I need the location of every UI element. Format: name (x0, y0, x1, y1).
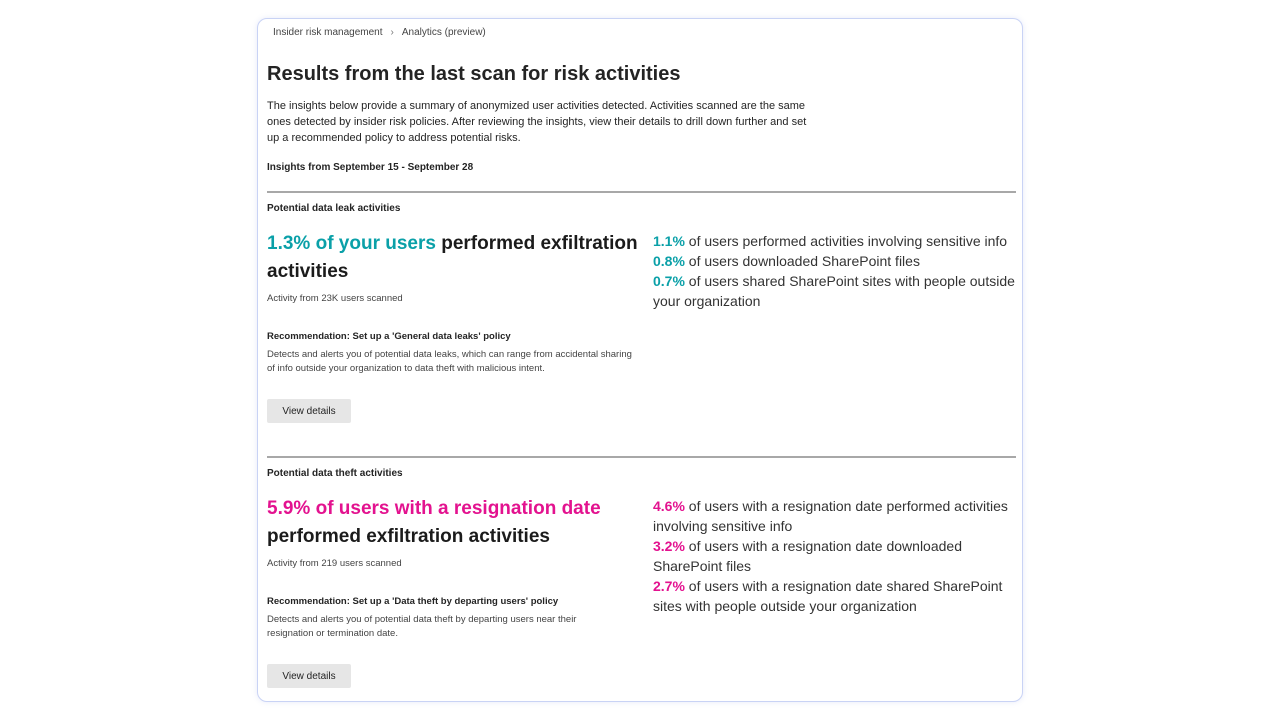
data-leak-view-details-button[interactable]: View details (267, 399, 351, 423)
data-theft-headline (267, 495, 652, 551)
section-divider (267, 456, 1016, 458)
stat-item (653, 496, 1018, 536)
stat-percent: 3.2% (653, 538, 685, 554)
section-divider (267, 191, 1016, 193)
stat-percent: 2.7% (653, 578, 685, 594)
stat-text: of users with a resignation date performed activities involving sensitive info (653, 498, 1008, 534)
data-leak-headline (267, 230, 647, 286)
section-label-data-theft: Potential data theft activities (267, 468, 403, 479)
stat-item (653, 576, 1018, 616)
stat-text: of users with a resignation date downloaded SharePoint files (653, 538, 962, 574)
data-leak-scanned: Activity from 23K users scanned (267, 293, 403, 304)
page-title: Results from the last scan for risk activities (267, 63, 681, 85)
stat-item (653, 271, 1018, 311)
stat-percent: 0.8% (653, 253, 685, 269)
data-theft-stats (653, 496, 1018, 616)
intro-text: The insights below provide a summary of anonymized user activities detected. Activities scanned are the same ones detected by insider risk policies. After reviewing the insights, view their details to drill down further and set up a recommended policy to address potential risks. (267, 100, 807, 144)
stat-text: of users performed activities involving sensitive info (684, 233, 1008, 249)
stat-percent: 0.7% (653, 273, 685, 289)
data-theft-scanned: Activity from 219 users scanned (267, 558, 402, 569)
data-leak-recommendation-title: Recommendation: Set up a 'General data leaks' policy (267, 331, 511, 342)
stat-percent: 1.1% (653, 233, 685, 249)
breadcrumb-analytics: Analytics (preview) (401, 26, 486, 38)
chevron-right-icon: › (390, 26, 394, 38)
data-leak-recommendation-desc: Detects and alerts you of potential data leaks, which can range from accidental sharing of info outside your organization to data theft with malicious intent. (267, 349, 632, 374)
breadcrumb (273, 25, 486, 39)
section-label-data-leak: Potential data leak activities (267, 203, 401, 214)
stat-percent: 4.6% (653, 498, 685, 514)
data-theft-headline-highlight: 5.9% of users with a resignation date (267, 498, 601, 519)
data-leak-headline-highlight: 1.3% of your users (267, 233, 436, 254)
data-leak-headline-rest: performed exfiltration activities (267, 233, 638, 282)
data-theft-view-details-button[interactable]: View details (267, 664, 351, 688)
date-range: Insights from September 15 - September 28 (267, 162, 474, 173)
data-theft-recommendation-desc: Detects and alerts you of potential data theft by departing users near their resignation or termination date. (267, 614, 577, 639)
data-theft-recommendation-title: Recommendation: Set up a 'Data theft by departing users' policy (267, 596, 559, 607)
stat-item (653, 231, 1018, 251)
data-leak-stats (653, 231, 1018, 311)
stat-item (653, 536, 1018, 576)
breadcrumb-insider-risk-management[interactable]: Insider risk management (273, 26, 383, 38)
analytics-card (257, 18, 1023, 702)
stat-item (653, 251, 1018, 271)
stat-text: of users with a resignation date shared SharePoint sites with people outside your organization (653, 578, 1003, 614)
stat-text: of users shared SharePoint sites with people outside your organization (653, 273, 1015, 309)
data-theft-headline-rest: performed exfiltration activities (267, 526, 550, 547)
stat-text: of users downloaded SharePoint files (684, 253, 920, 269)
